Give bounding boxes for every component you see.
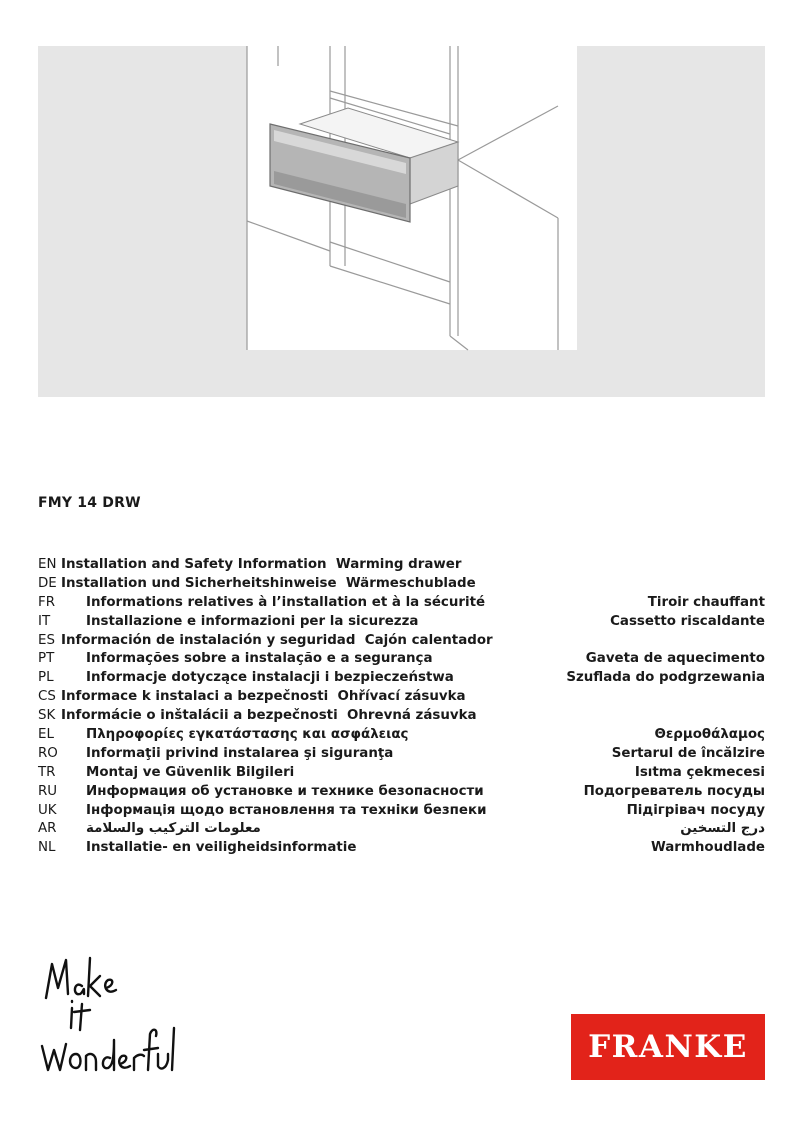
product-name: Warmhoudlade (650, 840, 765, 856)
product-name: Cassetto riscaldante (610, 613, 765, 629)
product-name: Подогреватель посуды (583, 783, 765, 799)
language-code: CS (38, 689, 56, 705)
document-title: Інформація щодо встановлення та техніки безпеки (86, 802, 487, 818)
document-title: Installatie- en veiligheidsinformatie (86, 840, 357, 856)
language-code: RO (38, 745, 58, 761)
language-row-fr (38, 594, 765, 613)
brand-name: FRANKE (588, 1029, 748, 1065)
language-row-nl (38, 839, 765, 858)
product-name: Gaveta de aquecimento (585, 651, 765, 667)
language-row-ar (38, 820, 765, 839)
language-code: AR (38, 821, 57, 837)
language-code: TR (38, 764, 56, 780)
language-code: UK (38, 802, 57, 818)
document-title: Installation and Safety Information Warming drawer (61, 557, 462, 572)
language-code: IT (38, 613, 51, 629)
document-title: Πληροφορίες εγκατάστασης και ασφάλειας (86, 727, 409, 743)
language-row-pt (38, 650, 765, 669)
document-title: Información de instalación y seguridad Cajón calentador (61, 632, 493, 648)
language-code: DE (38, 575, 57, 591)
language-row-uk (38, 802, 765, 821)
language-row-de (38, 575, 765, 594)
document-title: معلومات التركيب والسلامة (86, 821, 261, 837)
document-title: Informações sobre a instalação e a segurança (86, 651, 433, 667)
document-title: Informace k instalaci a bezpečnosti Ohřívací zásuvka (61, 689, 466, 705)
product-name: Isıtma çekmecesi (634, 764, 765, 780)
language-row-ro (38, 745, 765, 764)
language-row-sk (38, 707, 765, 726)
document-title: Installation und Sicherheitshinweise Wärmeschublade (61, 575, 476, 591)
language-row-en (38, 556, 765, 575)
language-code: RU (38, 783, 58, 799)
language-code: PL (38, 670, 54, 686)
warming-drawer-drawing (38, 46, 765, 397)
product-name: درج التسخين (680, 821, 765, 837)
product-name: Szuflada do podgrzewania (566, 670, 765, 686)
language-row-pl (38, 669, 765, 688)
document-title: Informaţii privind instalarea şi siguranţa (86, 745, 394, 761)
language-row-cs (38, 688, 765, 707)
signature-script-icon (38, 950, 178, 1085)
language-row-it (38, 613, 765, 632)
product-illustration (38, 46, 765, 397)
language-code: ES (38, 632, 55, 648)
document-title: Informations relatives à l’installation et à la sécurité (86, 594, 486, 610)
language-row-el (38, 726, 765, 745)
language-row-tr (38, 764, 765, 783)
language-row-es (38, 632, 765, 651)
make-it-wonderful-signature (38, 950, 178, 1085)
language-code: EL (38, 727, 54, 743)
document-title: Informácie o inštalácii a bezpečnosti Ohrevná zásuvka (61, 708, 477, 724)
language-code: SK (38, 708, 56, 724)
product-name: Sertarul de încălzire (611, 745, 765, 761)
language-code: EN (38, 557, 57, 572)
document-title: Installazione e informazioni per la sicurezza (86, 613, 419, 629)
language-list (38, 556, 765, 858)
model-number: FMY 14 DRW (38, 495, 141, 511)
product-name: Θερμοθάλαμος (654, 727, 765, 743)
language-code: PT (38, 651, 55, 667)
document-title: Informacje dotyczące instalacji i bezpieczeństwa (86, 670, 454, 686)
product-name: Підігрівач посуду (626, 802, 765, 818)
document-title: Montaj ve Güvenlik Bilgileri (86, 764, 295, 780)
language-code: NL (38, 840, 56, 856)
document-title: Информация об установке и технике безопасности (86, 783, 484, 799)
language-code: FR (38, 594, 56, 610)
language-row-ru (38, 783, 765, 802)
product-name: Tiroir chauffant (647, 594, 765, 610)
franke-logo (571, 1014, 765, 1080)
